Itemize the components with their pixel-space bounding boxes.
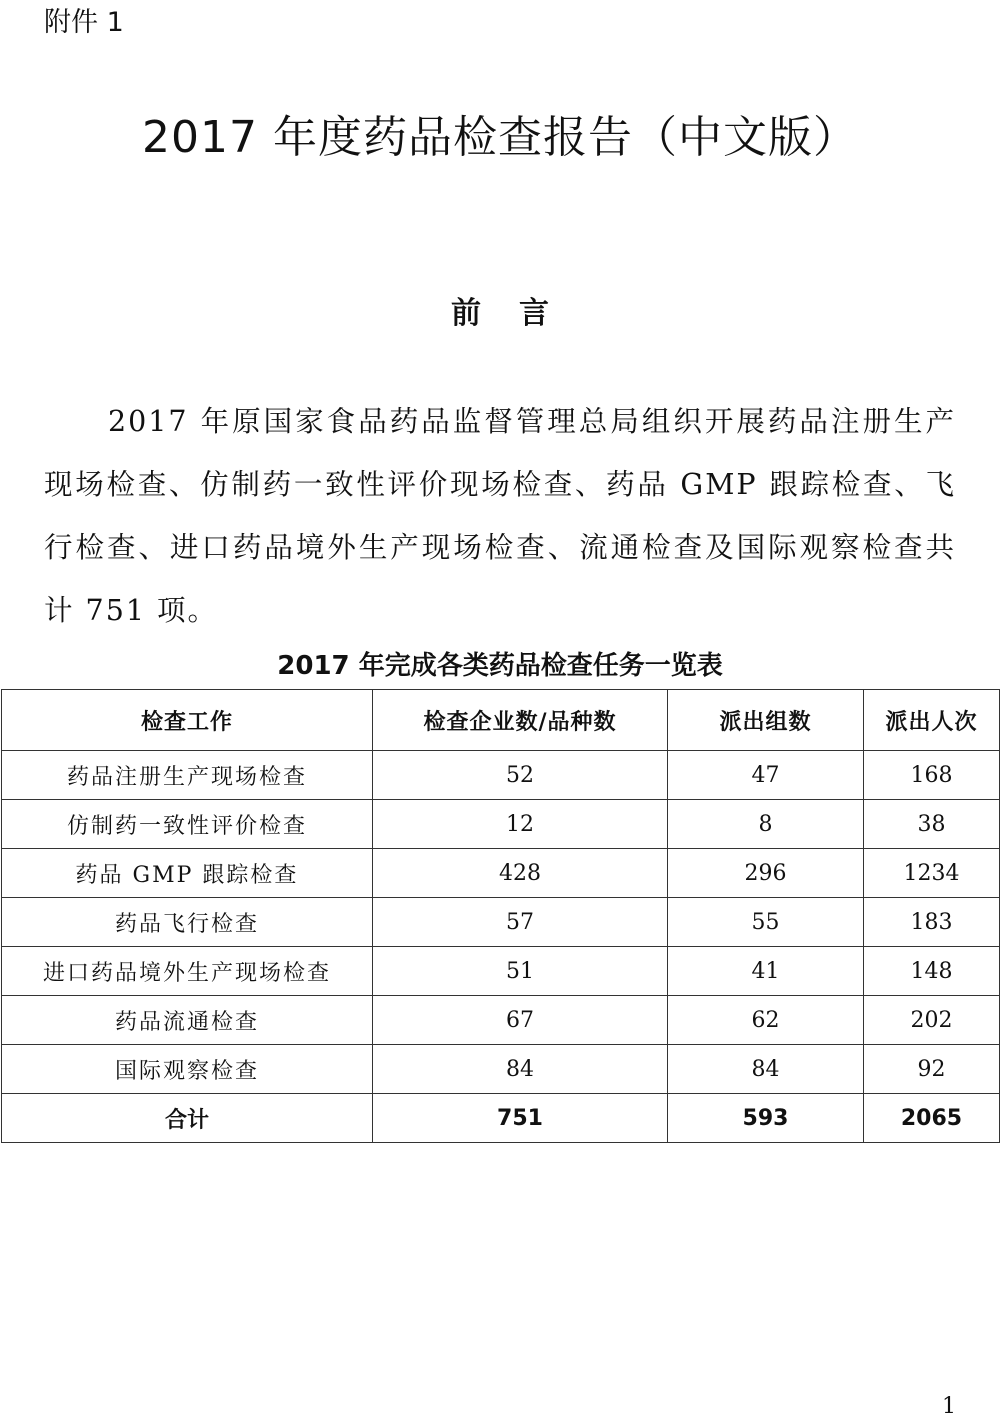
table-cell-groups: 296 xyxy=(668,849,864,898)
table-cell-personnel: 183 xyxy=(864,898,1000,947)
table-row xyxy=(2,996,1000,1045)
table-cell-inspection-type: 药品飞行检查 xyxy=(2,898,373,947)
table-row xyxy=(2,800,1000,849)
table-cell-enterprises: 52 xyxy=(373,751,668,800)
table-cell-groups: 41 xyxy=(668,947,864,996)
column-header-inspection-work: 检查工作 xyxy=(2,690,373,751)
table-cell-groups: 55 xyxy=(668,898,864,947)
table-cell-groups: 62 xyxy=(668,996,864,1045)
table-cell-inspection-type: 国际观察检查 xyxy=(2,1045,373,1094)
table-cell-enterprises: 57 xyxy=(373,898,668,947)
table-total-label: 合计 xyxy=(2,1094,373,1143)
table-row xyxy=(2,898,1000,947)
table-cell-groups: 84 xyxy=(668,1045,864,1094)
table-row xyxy=(2,947,1000,996)
column-header-enterprises: 检查企业数/品种数 xyxy=(373,690,668,751)
table-cell-personnel: 92 xyxy=(864,1045,1000,1094)
table-cell-enterprises: 51 xyxy=(373,947,668,996)
table-total-enterprises: 751 xyxy=(373,1094,668,1143)
inspection-summary-table xyxy=(1,689,1000,1143)
table-cell-inspection-type: 药品流通检查 xyxy=(2,996,373,1045)
table-cell-personnel: 38 xyxy=(864,800,1000,849)
table-total-personnel: 2065 xyxy=(864,1094,1000,1143)
table-cell-enterprises: 12 xyxy=(373,800,668,849)
page-number: 1 xyxy=(942,1394,956,1419)
document-title: 2017 年度药品检查报告（中文版） xyxy=(142,112,858,163)
intro-paragraph: 2017 年原国家食品药品监督管理总局组织开展药品注册生产现场检查、仿制药一致性评价现场检查、药品 GMP 跟踪检查、飞行检查、进口药品境外生产现场检查、流通检查及国际观察检查共计 751 项。 xyxy=(44,405,956,627)
table-row xyxy=(2,751,1000,800)
table-cell-personnel: 168 xyxy=(864,751,1000,800)
table-header-row xyxy=(2,690,1000,751)
table-cell-inspection-type: 进口药品境外生产现场检查 xyxy=(2,947,373,996)
table-total-row xyxy=(2,1094,1000,1143)
column-header-groups: 派出组数 xyxy=(668,690,864,751)
table-row xyxy=(2,1045,1000,1094)
table-cell-personnel: 202 xyxy=(864,996,1000,1045)
table-cell-personnel: 1234 xyxy=(864,849,1000,898)
table-row xyxy=(2,849,1000,898)
table-total-groups: 593 xyxy=(668,1094,864,1143)
table-cell-personnel: 148 xyxy=(864,947,1000,996)
table-caption: 2017 年完成各类药品检查任务一览表 xyxy=(277,651,723,681)
table-cell-inspection-type: 药品注册生产现场检查 xyxy=(2,751,373,800)
column-header-personnel: 派出人次 xyxy=(864,690,1000,751)
preface-heading: 前言 xyxy=(451,296,587,331)
table-cell-inspection-type: 仿制药一致性评价检查 xyxy=(2,800,373,849)
table-cell-enterprises: 428 xyxy=(373,849,668,898)
table-cell-groups: 8 xyxy=(668,800,864,849)
table-cell-groups: 47 xyxy=(668,751,864,800)
table-cell-enterprises: 84 xyxy=(373,1045,668,1094)
table-cell-inspection-type: 药品 GMP 跟踪检查 xyxy=(2,849,373,898)
attachment-label: 附件 1 xyxy=(44,7,124,38)
table-cell-enterprises: 67 xyxy=(373,996,668,1045)
